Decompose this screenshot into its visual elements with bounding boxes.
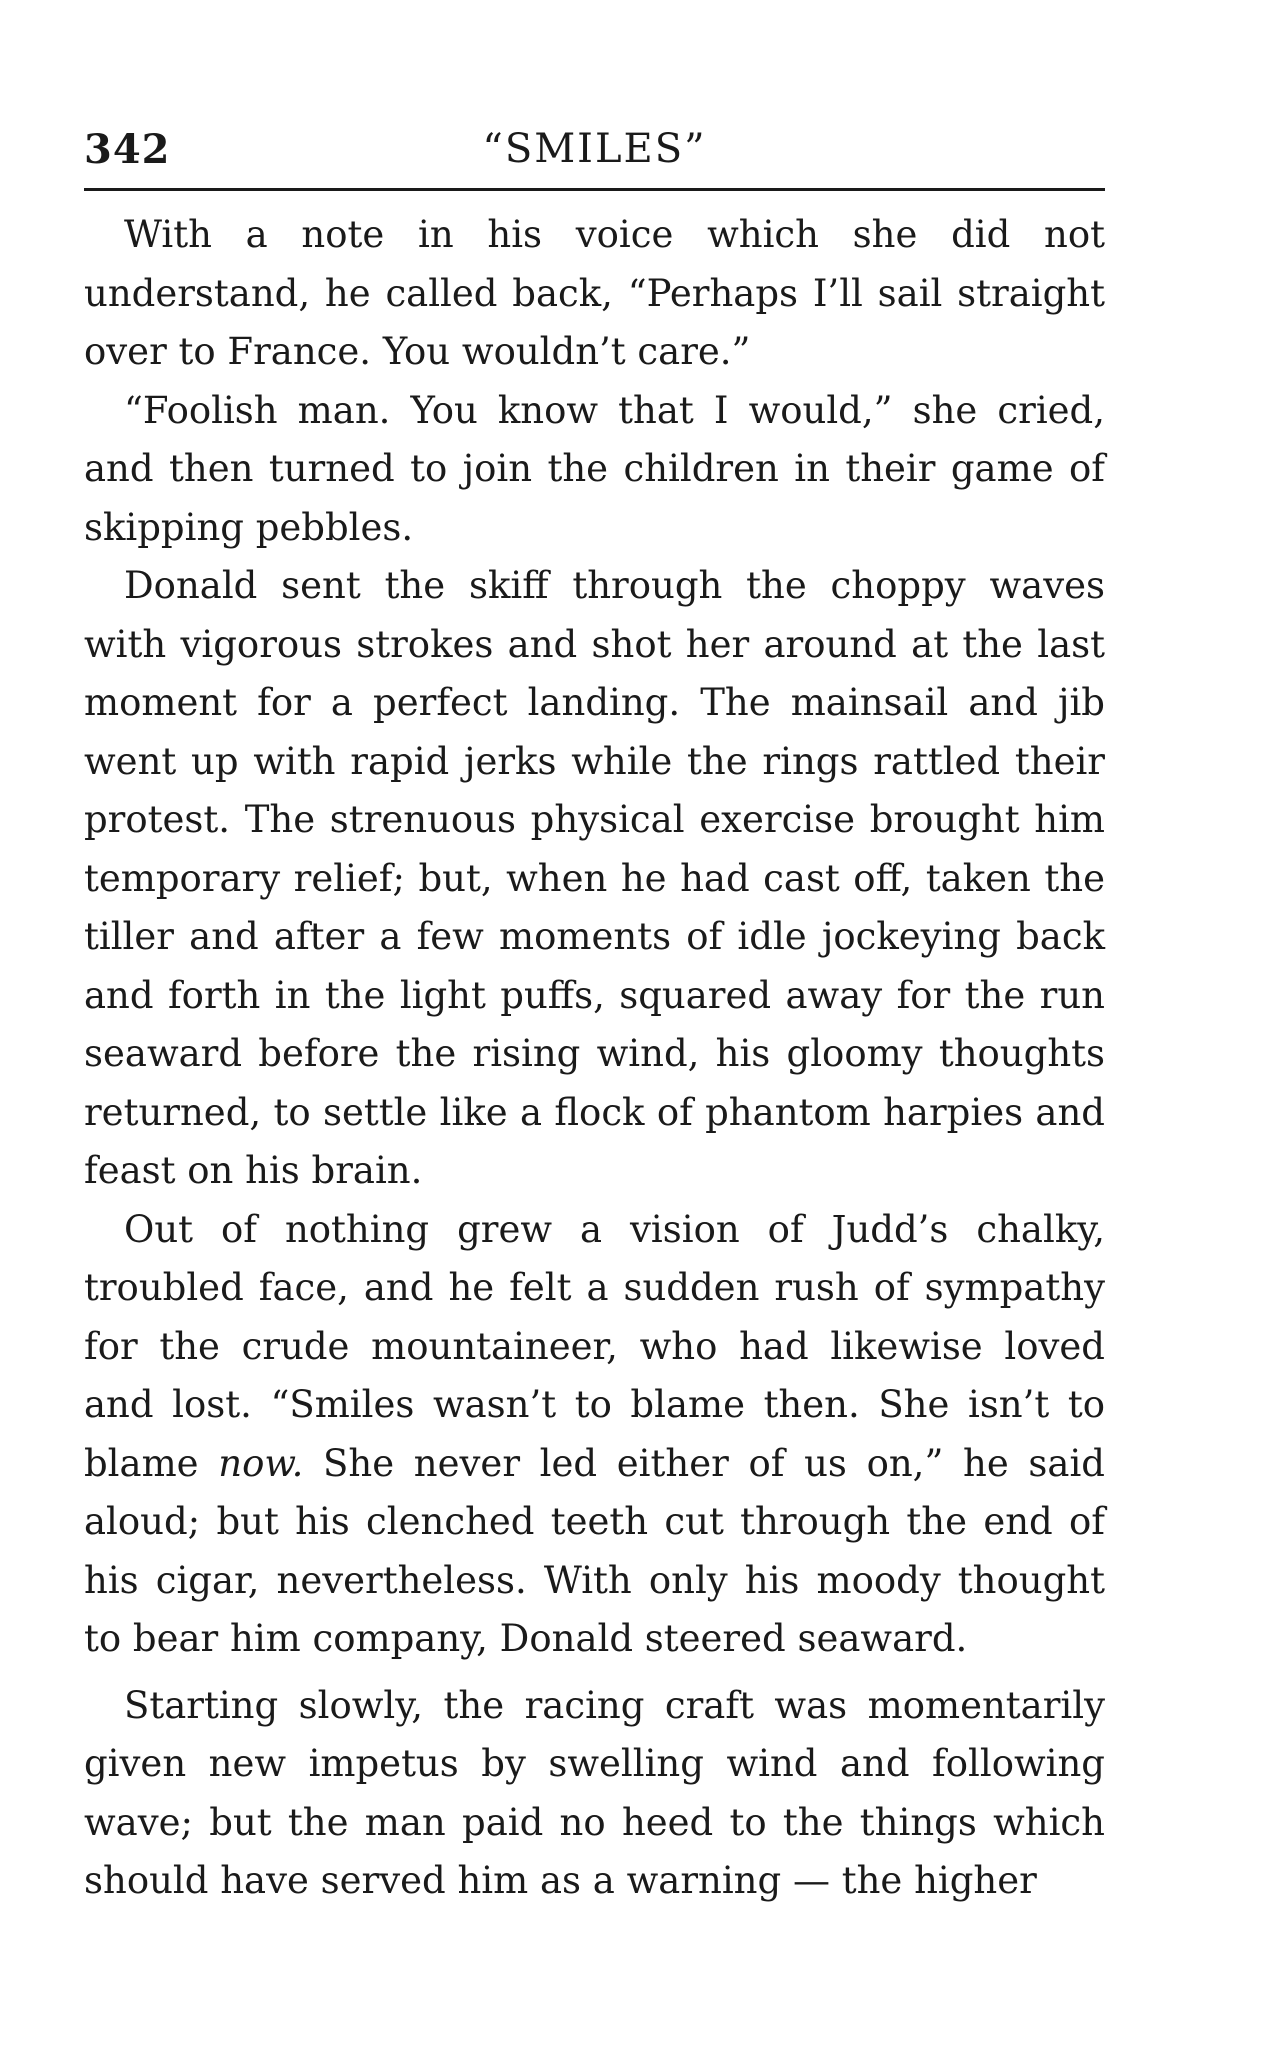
body-text bbox=[84, 206, 1105, 1911]
header-rule bbox=[84, 188, 1105, 191]
page-header bbox=[84, 118, 1105, 188]
page-number: 342 bbox=[84, 126, 171, 173]
paragraph bbox=[84, 1201, 1105, 1669]
book-page bbox=[84, 118, 1105, 1911]
paragraph: Starting slowly, the racing craft was momentarily given new impetus by swelling wind and following wave; but the man paid no heed to the things which should have served him as a warning — the higher bbox=[84, 1683, 1105, 1902]
paragraph: Donald sent the skiff through the choppy waves with vigorous strokes and shot her around at the last moment for a perfect landing. The mainsail and jib went up with rapid jerks while the rings rattled their protest. The strenuous physical exercise brought him temporary relief; but, when he had cast off, taken the tiller and after a few moments of idle jockeying back and forth in the light puffs, squared away for the run seaward before the rising wind, his gloomy thoughts returned, to settle like a flock of phantom harpies and feast on his brain. bbox=[84, 564, 1105, 1192]
paragraph: With a note in his voice which she did not understand, he called back, “Perhaps I’ll sail straight over to France. You wouldn’t care.” bbox=[84, 213, 1105, 373]
paragraph-text: She never led either of us on,” he said aloud; but his clenched teeth cut through the end of his cigar, nevertheless. With only his moody thought to bear him company, Donald steered seaward. bbox=[84, 1441, 1105, 1660]
running-head: “SMILES” bbox=[482, 126, 707, 172]
emphasized-word: now. bbox=[218, 1441, 304, 1485]
paragraph-text: Out of nothing grew a vision of Judd’s chalky, troubled face, and he felt a sudden rush of sympathy for the crude mountaineer, who had likewise loved and lost. “Smiles wasn’t to blame then. She isn’t to blame bbox=[84, 1207, 1105, 1485]
paragraph: “Foolish man. You know that I would,” she cried, and then turned to join the children in their game of skipping pebbles. bbox=[84, 388, 1105, 549]
